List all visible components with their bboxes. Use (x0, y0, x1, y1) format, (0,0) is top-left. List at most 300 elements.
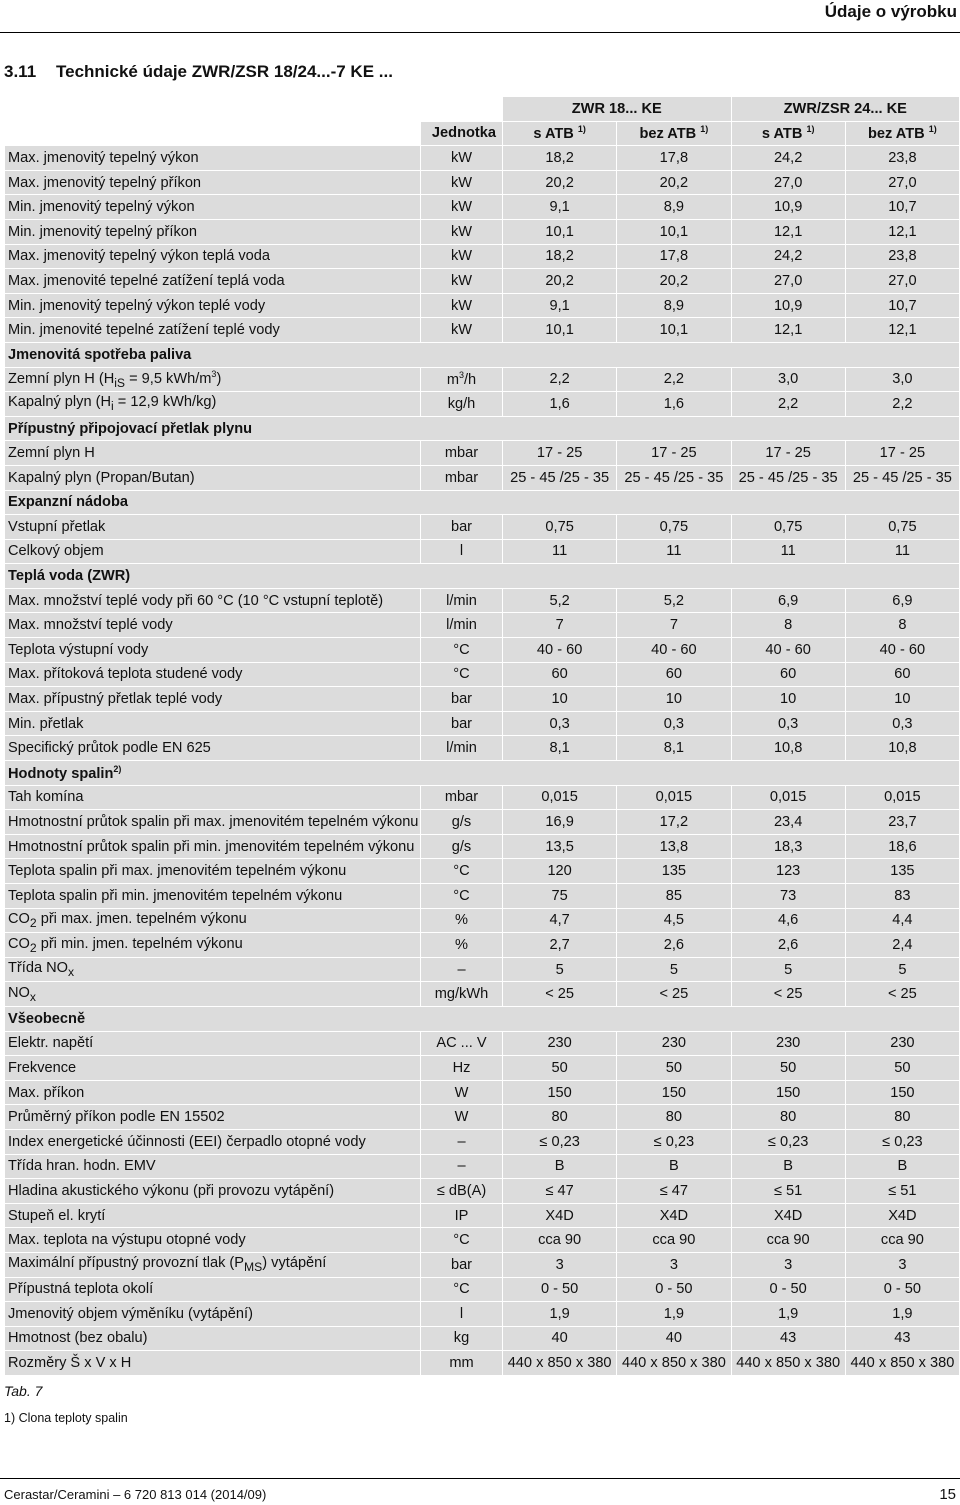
row-label: Elektr. napětí (5, 1031, 421, 1056)
row-value: 13,5 (503, 834, 617, 859)
table-row (5, 539, 960, 564)
table-row (5, 785, 960, 810)
row-value: 440 x 850 x 380 (503, 1351, 617, 1376)
row-label: Max. přípustný přetlak teplé vody (5, 687, 421, 712)
row-value: 230 (845, 1031, 959, 1056)
section-label: Expanzní nádoba (5, 490, 960, 515)
row-value: 4,5 (617, 908, 731, 933)
row-value: 440 x 850 x 380 (731, 1351, 845, 1376)
table-row (5, 293, 960, 318)
row-value: 0,3 (617, 711, 731, 736)
table-row (5, 588, 960, 613)
row-value: 80 (617, 1105, 731, 1130)
row-value: 6,9 (731, 588, 845, 613)
row-value: 40 (617, 1326, 731, 1351)
row-value: 4,4 (845, 908, 959, 933)
row-value: 1,9 (503, 1302, 617, 1327)
row-label: Zemní plyn H (5, 441, 421, 466)
row-value: 10,1 (617, 318, 731, 343)
row-label: Maximální přípustný provozní tlak $(P_{MS})$ vytápění (5, 1252, 421, 1277)
row-value: 230 (503, 1031, 617, 1056)
row-unit: l/min (421, 736, 503, 761)
row-label: Celkový objem (5, 539, 421, 564)
row-value: 80 (503, 1105, 617, 1130)
table-row (5, 465, 960, 490)
row-value: 20,2 (617, 170, 731, 195)
table-row (5, 441, 960, 466)
table-row (5, 982, 960, 1007)
table-row (5, 933, 960, 958)
table-row (5, 638, 960, 663)
row-value: 2,4 (845, 933, 959, 958)
row-value: 40 - 60 (617, 638, 731, 663)
row-value: 135 (617, 859, 731, 884)
row-value: 3,0 (845, 367, 959, 392)
row-value: 8,9 (617, 293, 731, 318)
row-unit: mm (421, 1351, 503, 1376)
row-value: cca 90 (503, 1228, 617, 1253)
row-unit: g/s (421, 810, 503, 835)
row-value: 8 (845, 613, 959, 638)
footer-document-id: Cerastar/Ceramini – 6 720 813 014 (2014/09) (4, 1487, 267, 1502)
table-row (5, 515, 960, 540)
row-value: 5 (731, 957, 845, 982)
row-value: 11 (731, 539, 845, 564)
row-value: ≤ 0,23 (617, 1129, 731, 1154)
row-label: Max. příkon (5, 1080, 421, 1105)
row-value: 0 - 50 (731, 1277, 845, 1302)
row-value: 0,75 (845, 515, 959, 540)
row-value: 17 - 25 (617, 441, 731, 466)
row-value: 0,75 (731, 515, 845, 540)
section-label: Přípustný připojovací přetlak plynu (5, 416, 960, 441)
table-row (5, 1252, 960, 1277)
row-value: X4D (731, 1203, 845, 1228)
table-row (5, 613, 960, 638)
row-label: Max. jmenovitý tepelný výkon teplá voda (5, 244, 421, 269)
row-unit: bar (421, 711, 503, 736)
row-value: 8,1 (503, 736, 617, 761)
row-value: 17 - 25 (503, 441, 617, 466)
row-value: cca 90 (845, 1228, 959, 1253)
table-row (5, 711, 960, 736)
table-section-row (5, 342, 960, 367)
row-unit: % (421, 933, 503, 958)
row-unit: kW (421, 195, 503, 220)
table-row (5, 908, 960, 933)
row-value: 2,6 (617, 933, 731, 958)
row-label: Hladina akustického výkonu (při provozu vytápění) (5, 1179, 421, 1204)
row-value: 43 (731, 1326, 845, 1351)
row-label: Kapalný plyn ($H_i = 12,9$ kWh/kg) (5, 392, 421, 417)
row-value: 20,2 (617, 269, 731, 294)
row-value: ≤ 0,23 (503, 1129, 617, 1154)
row-value: 27,0 (845, 170, 959, 195)
row-label: Teplota výstupní vody (5, 638, 421, 663)
footer-rule (0, 1478, 960, 1479)
row-value: 60 (731, 662, 845, 687)
row-value: 150 (617, 1080, 731, 1105)
row-unit: kW (421, 293, 503, 318)
row-unit: kW (421, 170, 503, 195)
page-number: 15 (939, 1486, 956, 1503)
row-unit: W (421, 1080, 503, 1105)
row-value: 40 (503, 1326, 617, 1351)
row-value: 17,8 (617, 146, 731, 171)
row-value: 10 (845, 687, 959, 712)
row-value: 16,9 (503, 810, 617, 835)
row-unit: bar (421, 1252, 503, 1277)
section-label: Všeobecně (5, 1006, 960, 1031)
row-value: 2,7 (503, 933, 617, 958)
row-value: 1,6 (617, 392, 731, 417)
sub-header: bez ATB $^{1)}$ (617, 121, 731, 146)
row-label: $NO_x$ (5, 982, 421, 1007)
table-row (5, 1228, 960, 1253)
row-unit: kW (421, 244, 503, 269)
row-value: 9,1 (503, 293, 617, 318)
row-value: 0,015 (617, 785, 731, 810)
row-value: 18,2 (503, 244, 617, 269)
row-value: 0,015 (731, 785, 845, 810)
table-row (5, 957, 960, 982)
table-section-row (5, 416, 960, 441)
row-value: X4D (845, 1203, 959, 1228)
row-value: < 25 (617, 982, 731, 1007)
sub-header: s ATB $^{1)}$ (731, 121, 845, 146)
row-value: 8 (731, 613, 845, 638)
section-label: Teplá voda (ZWR) (5, 564, 960, 589)
table-row (5, 1302, 960, 1327)
table-row (5, 392, 960, 417)
row-value: 23,7 (845, 810, 959, 835)
table-row (5, 1179, 960, 1204)
row-label: Max. jmenovité tepelné zatížení teplá voda (5, 269, 421, 294)
table-section-row (5, 490, 960, 515)
row-value: 43 (845, 1326, 959, 1351)
row-value: 10,7 (845, 195, 959, 220)
row-value: 3,0 (731, 367, 845, 392)
row-value: 24,2 (731, 244, 845, 269)
row-value: 0,015 (503, 785, 617, 810)
row-label: Rozměry Š x V x H (5, 1351, 421, 1376)
row-value: 0,3 (731, 711, 845, 736)
header-rule (0, 32, 960, 33)
row-value: 12,1 (845, 219, 959, 244)
row-value: 10,8 (731, 736, 845, 761)
section-number: 3.11 (4, 62, 37, 81)
row-value: 0,75 (503, 515, 617, 540)
table-row (5, 367, 960, 392)
table-row (5, 195, 960, 220)
row-unit: IP (421, 1203, 503, 1228)
row-value: ≤ 51 (731, 1179, 845, 1204)
row-value: 10 (731, 687, 845, 712)
row-value: 0 - 50 (617, 1277, 731, 1302)
row-label: Hmotnostní průtok spalin při max. jmenovitém tepelném výkonu (5, 810, 421, 835)
row-unit: °C (421, 859, 503, 884)
row-label: Třída hran. hodn. EMV (5, 1154, 421, 1179)
row-value: 7 (503, 613, 617, 638)
row-unit: kW (421, 269, 503, 294)
table-row (5, 662, 960, 687)
row-value: 0,75 (617, 515, 731, 540)
table-row (5, 1203, 960, 1228)
row-value: 23,4 (731, 810, 845, 835)
row-value: B (731, 1154, 845, 1179)
row-value: B (503, 1154, 617, 1179)
table-row (5, 736, 960, 761)
row-value: 18,2 (503, 146, 617, 171)
row-value: 85 (617, 884, 731, 909)
row-value: 12,1 (731, 219, 845, 244)
table-row (5, 318, 960, 343)
row-value: ≤ 51 (845, 1179, 959, 1204)
row-value: 5 (845, 957, 959, 982)
row-unit: l/min (421, 588, 503, 613)
row-value: 120 (503, 859, 617, 884)
footnote: 1) Clona teploty spalin (4, 1411, 128, 1425)
row-value: < 25 (731, 982, 845, 1007)
row-unit: mg/kWh (421, 982, 503, 1007)
row-value: 2,2 (503, 367, 617, 392)
technical-data-table (4, 96, 960, 1376)
group-header: ZWR 18... KE (503, 97, 732, 122)
row-label: Max. teplota na výstupu otopné vody (5, 1228, 421, 1253)
row-value: 60 (503, 662, 617, 687)
group-header: ZWR/ZSR 24... KE (731, 97, 960, 122)
row-value: 50 (503, 1056, 617, 1081)
row-value: 150 (731, 1080, 845, 1105)
row-label: Třída $NO_x$ (5, 957, 421, 982)
row-value: 75 (503, 884, 617, 909)
table-row (5, 1326, 960, 1351)
table-row (5, 244, 960, 269)
row-value: 230 (731, 1031, 845, 1056)
row-value: 10,8 (845, 736, 959, 761)
row-value: 40 - 60 (845, 638, 959, 663)
row-value: < 25 (503, 982, 617, 1007)
table-row (5, 1031, 960, 1056)
row-value: 20,2 (503, 170, 617, 195)
table-row (5, 146, 960, 171)
row-label: Hmotnost (bez obalu) (5, 1326, 421, 1351)
row-value: 60 (617, 662, 731, 687)
row-unit: °C (421, 662, 503, 687)
row-label: Teplota spalin při min. jmenovitém tepelném výkonu (5, 884, 421, 909)
row-value: 25 - 45 /25 - 35 (731, 465, 845, 490)
row-value: ≤ 47 (617, 1179, 731, 1204)
row-label: Max. jmenovitý tepelný výkon (5, 146, 421, 171)
row-label: Frekvence (5, 1056, 421, 1081)
row-value: ≤ 47 (503, 1179, 617, 1204)
row-label: Min. přetlak (5, 711, 421, 736)
row-unit: ≤ dB(A) (421, 1179, 503, 1204)
row-value: 150 (845, 1080, 959, 1105)
row-value: 0,3 (503, 711, 617, 736)
row-value: 80 (731, 1105, 845, 1130)
row-label: Min. jmenovité tepelné zatížení teplé vody (5, 318, 421, 343)
row-value: 6,9 (845, 588, 959, 613)
row-label: Min. jmenovitý tepelný výkon (5, 195, 421, 220)
row-value: 12,1 (845, 318, 959, 343)
row-value: 80 (845, 1105, 959, 1130)
row-unit: kg (421, 1326, 503, 1351)
row-value: 2,2 (845, 392, 959, 417)
table-row (5, 1056, 960, 1081)
row-unit: mbar (421, 785, 503, 810)
row-value: 20,2 (503, 269, 617, 294)
table-group-header-row (5, 97, 960, 122)
row-unit: °C (421, 1277, 503, 1302)
row-value: 10,9 (731, 293, 845, 318)
row-value: ≤ 0,23 (731, 1129, 845, 1154)
row-unit: l (421, 539, 503, 564)
row-value: 9,1 (503, 195, 617, 220)
row-unit: W (421, 1105, 503, 1130)
row-value: cca 90 (731, 1228, 845, 1253)
row-value: X4D (617, 1203, 731, 1228)
row-value: 3 (503, 1252, 617, 1277)
row-value: 23,8 (845, 146, 959, 171)
row-value: 1,6 (503, 392, 617, 417)
row-value: 123 (731, 859, 845, 884)
row-value: 150 (503, 1080, 617, 1105)
row-value: 60 (845, 662, 959, 687)
row-unit: – (421, 1129, 503, 1154)
row-value: 5 (617, 957, 731, 982)
row-unit: kg/h (421, 392, 503, 417)
row-value: 40 - 60 (503, 638, 617, 663)
row-value: 440 x 850 x 380 (845, 1351, 959, 1376)
row-unit: Hz (421, 1056, 503, 1081)
row-unit: AC ... V (421, 1031, 503, 1056)
row-value: 0,3 (845, 711, 959, 736)
row-value: 23,8 (845, 244, 959, 269)
row-unit: g/s (421, 834, 503, 859)
row-value: 1,9 (731, 1302, 845, 1327)
row-value: 3 (731, 1252, 845, 1277)
row-value: 27,0 (845, 269, 959, 294)
row-unit: kW (421, 318, 503, 343)
section-label: Hodnoty spalin$^{2)}$ (5, 761, 960, 786)
row-unit: $m^3/h$ (421, 367, 503, 392)
row-value: 4,6 (731, 908, 845, 933)
row-value: 5,2 (503, 588, 617, 613)
row-unit: l (421, 1302, 503, 1327)
row-value: 10,7 (845, 293, 959, 318)
row-value: 27,0 (731, 269, 845, 294)
row-value: 25 - 45 /25 - 35 (845, 465, 959, 490)
row-value: 2,2 (731, 392, 845, 417)
row-value: X4D (503, 1203, 617, 1228)
row-value: 10,1 (503, 219, 617, 244)
row-value: B (617, 1154, 731, 1179)
table-sub-header-row (5, 121, 960, 146)
table-row (5, 1351, 960, 1376)
row-unit: °C (421, 1228, 503, 1253)
row-value: 0 - 50 (845, 1277, 959, 1302)
table-row (5, 269, 960, 294)
table-row (5, 219, 960, 244)
sub-header: s ATB $^{1)}$ (503, 121, 617, 146)
row-value: 3 (845, 1252, 959, 1277)
row-label: Hmotnostní průtok spalin při min. jmenovitém tepelném výkonu (5, 834, 421, 859)
row-value: 18,6 (845, 834, 959, 859)
table-section-row (5, 1006, 960, 1031)
row-unit: °C (421, 884, 503, 909)
row-value: 17,2 (617, 810, 731, 835)
row-label: Index energetické účinnosti (EEI) čerpadlo otopné vody (5, 1129, 421, 1154)
row-value: 5,2 (617, 588, 731, 613)
row-value: 50 (731, 1056, 845, 1081)
row-value: 11 (845, 539, 959, 564)
row-value: 11 (503, 539, 617, 564)
row-value: 50 (617, 1056, 731, 1081)
row-value: 40 - 60 (731, 638, 845, 663)
row-value: 0 - 50 (503, 1277, 617, 1302)
row-label: $CO_2$ při min. jmen. tepelném výkonu (5, 933, 421, 958)
row-value: 83 (845, 884, 959, 909)
row-value: < 25 (845, 982, 959, 1007)
row-label: Zemní plyn H ($H_{iS} = 9,5$ kWh/$m^3$) (5, 367, 421, 392)
row-value: 50 (845, 1056, 959, 1081)
table-section-row (5, 761, 960, 786)
row-value: 10,1 (617, 219, 731, 244)
row-value: 10 (503, 687, 617, 712)
row-value: 25 - 45 /25 - 35 (617, 465, 731, 490)
row-label: Max. jmenovitý tepelný příkon (5, 170, 421, 195)
row-value: 5 (503, 957, 617, 982)
row-label: Průměrný příkon podle EN 15502 (5, 1105, 421, 1130)
row-value: 18,3 (731, 834, 845, 859)
section-label: Jmenovitá spotřeba paliva (5, 342, 960, 367)
running-header: Údaje o výrobku (824, 2, 957, 21)
row-label: Stupeň el. krytí (5, 1203, 421, 1228)
row-value: 440 x 850 x 380 (617, 1351, 731, 1376)
row-value: 10,9 (731, 195, 845, 220)
row-value: 135 (845, 859, 959, 884)
row-label: Min. jmenovitý tepelný výkon teplé vody (5, 293, 421, 318)
row-value: 8,1 (617, 736, 731, 761)
row-value: 1,9 (617, 1302, 731, 1327)
row-value: 73 (731, 884, 845, 909)
sub-header: bez ATB $^{1)}$ (845, 121, 959, 146)
table-row (5, 884, 960, 909)
row-label: Tah komína (5, 785, 421, 810)
row-value: 2,6 (731, 933, 845, 958)
table-row (5, 170, 960, 195)
table-row (5, 1129, 960, 1154)
table-row (5, 1277, 960, 1302)
row-label: Specifický průtok podle EN 625 (5, 736, 421, 761)
row-label: Kapalný plyn (Propan/Butan) (5, 465, 421, 490)
section-heading (4, 62, 393, 82)
table-caption: Tab. 7 (4, 1383, 43, 1399)
row-value: 12,1 (731, 318, 845, 343)
row-value: 13,8 (617, 834, 731, 859)
row-value: 11 (617, 539, 731, 564)
row-label: Max. množství teplé vody při 60 °C (10 °C vstupní teplotě) (5, 588, 421, 613)
row-value: 7 (617, 613, 731, 638)
table-row (5, 859, 960, 884)
row-unit: mbar (421, 441, 503, 466)
row-value: 2,2 (617, 367, 731, 392)
row-unit: l/min (421, 613, 503, 638)
unit-column-header: Jednotka (421, 121, 503, 146)
row-value: cca 90 (617, 1228, 731, 1253)
row-value: B (845, 1154, 959, 1179)
